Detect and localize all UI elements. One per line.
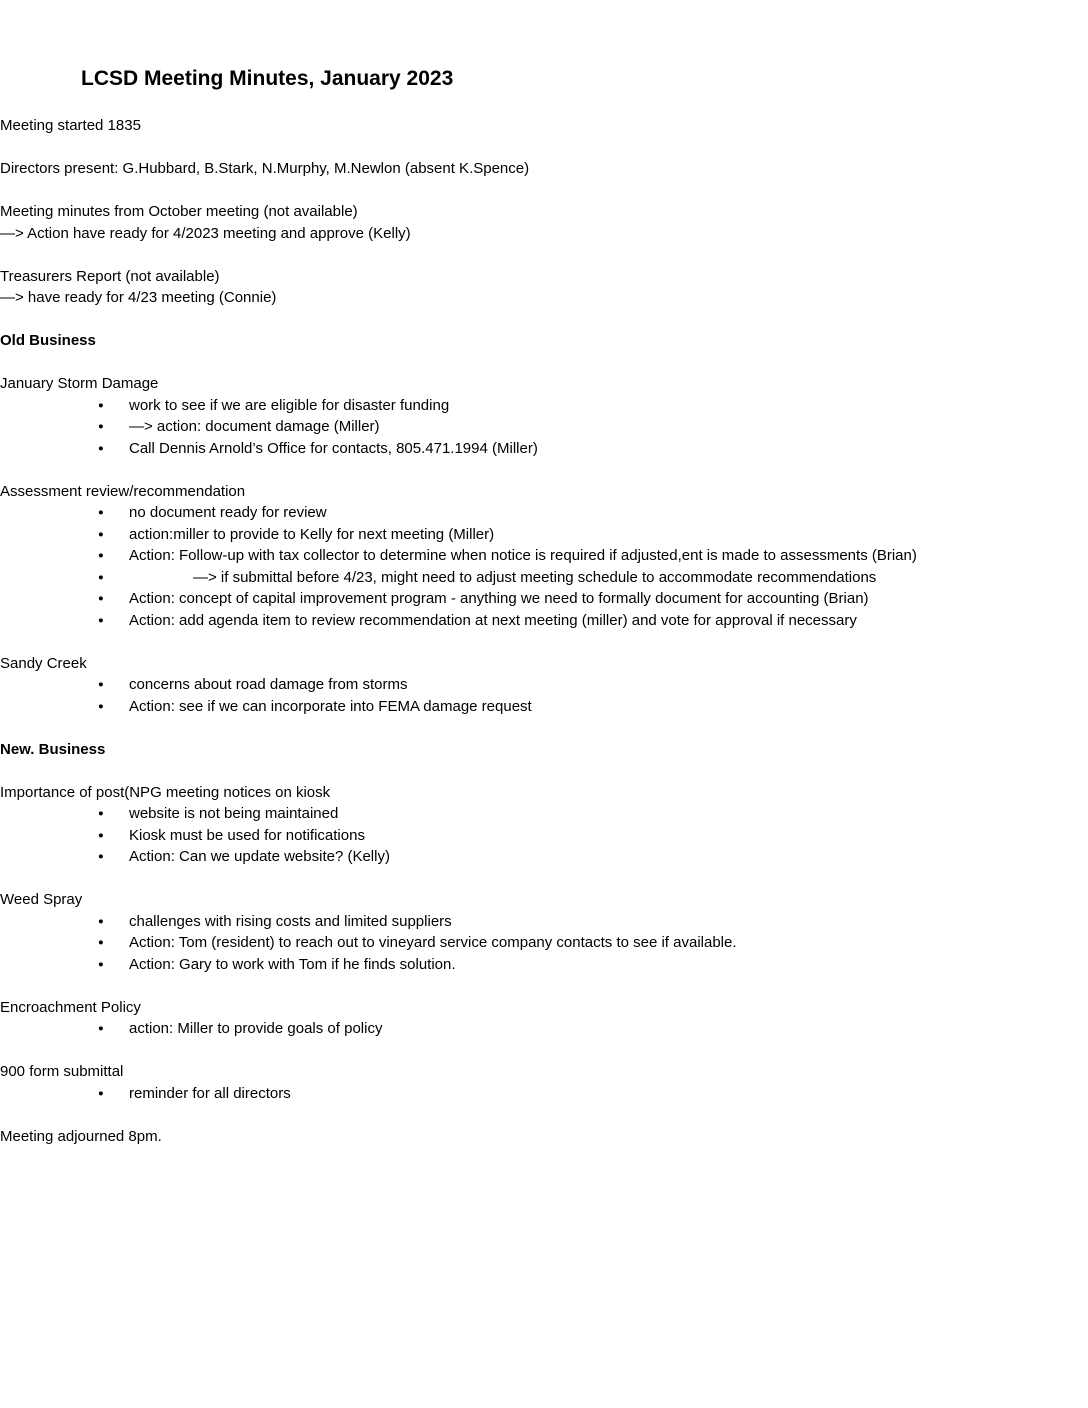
assessment-review-list — [0, 502, 1088, 631]
treasurers-report-action: —> have ready for 4/23 meeting (Connie) — [0, 289, 277, 306]
meeting-adjourned-block — [0, 1126, 1088, 1148]
sandy-creek-list — [0, 674, 1088, 717]
bullet-item: ● Action: Gary to work with Tom if he finds solution. — [98, 954, 1088, 976]
bullet-item: ● Call Dennis Arnold’s Office for contacts, 805.471.1994 (Miller) — [98, 438, 1088, 460]
old-business-heading-block — [0, 330, 1088, 352]
bullet-item: ● challenges with rising costs and limited suppliers — [98, 911, 1088, 933]
meeting-started-text: Meeting started 1835 — [0, 117, 141, 134]
directors-present-text: Directors present: G.Hubbard, B.Stark, N.Murphy, M.Newlon (absent K.Spence) — [0, 160, 530, 177]
bullet-item: ● action:miller to provide to Kelly for next meeting (Miller) — [98, 524, 1088, 546]
form-900-section — [0, 1061, 1088, 1104]
bullet-item: ● Action: Can we update website? (Kelly) — [98, 846, 1088, 868]
new-business-heading: New. Business — [0, 740, 106, 758]
weed-spray-list — [0, 911, 1088, 976]
bullet-item: ● website is not being maintained — [98, 803, 1088, 825]
january-storm-damage-list — [0, 395, 1088, 460]
january-storm-damage-heading: January Storm Damage — [0, 375, 159, 392]
form-900-heading: 900 form submittal — [0, 1063, 124, 1080]
october-minutes-heading: Meeting minutes from October meeting (not available) — [0, 203, 358, 220]
assessment-review-section — [0, 481, 1088, 632]
kiosk-notices-heading: Importance of post(NPG meeting notices on kiosk — [0, 783, 331, 801]
meeting-adjourned-text: Meeting adjourned 8pm. — [0, 1127, 162, 1145]
bullet-item: ● —> action: document damage (Miller) — [98, 416, 1088, 438]
kiosk-notices-section — [0, 782, 1088, 868]
meeting-started-block — [0, 115, 1088, 137]
bullet-item: ● Action: see if we can incorporate into FEMA damage request — [98, 696, 1088, 718]
january-storm-damage-section — [0, 373, 1088, 459]
bullet-item: ● Action: add agenda item to review recommendation at next meeting (miller) and vote for approval if necessary — [98, 610, 1088, 632]
sandy-creek-heading: Sandy Creek — [0, 654, 87, 672]
assessment-review-heading: Assessment review/recommendation — [0, 482, 246, 500]
bullet-item: ● Kiosk must be used for notifications — [98, 825, 1088, 847]
encroachment-policy-list — [0, 1018, 1088, 1040]
bullet-item: ● concerns about road damage from storms — [98, 674, 1088, 696]
weed-spray-heading: Weed Spray — [0, 891, 83, 908]
bullet-item: ● Action: Follow-up with tax collector to determine when notice is required if adjusted,ent is made to assessments (Brian) — [98, 545, 1088, 567]
treasurers-report-block — [0, 266, 1088, 309]
directors-present-block — [0, 158, 1088, 180]
bullet-item: ● action: Miller to provide goals of policy — [98, 1018, 1088, 1040]
bullet-item: ● Action: concept of capital improvement program - anything we need to formally document for accounting (Brian) — [98, 588, 1088, 610]
bullet-item: ● Action: Tom (resident) to reach out to vineyard service company contacts to see if available. — [98, 932, 1088, 954]
weed-spray-section — [0, 889, 1088, 975]
new-business-heading-block — [0, 739, 1088, 761]
treasurers-report-heading: Treasurers Report (not available) — [0, 267, 220, 285]
bullet-item: ● work to see if we are eligible for disaster funding — [98, 395, 1088, 417]
bullet-item: ● —> if submittal before 4/23, might need to adjust meeting schedule to accommodate recommendations — [98, 567, 1088, 589]
october-minutes-block — [0, 201, 1088, 244]
sandy-creek-section — [0, 653, 1088, 718]
bullet-item: ● reminder for all directors — [98, 1083, 1088, 1105]
old-business-heading: Old Business — [0, 332, 96, 349]
kiosk-notices-list — [0, 803, 1088, 868]
encroachment-policy-heading: Encroachment Policy — [0, 998, 141, 1016]
encroachment-policy-section — [0, 997, 1088, 1040]
form-900-list — [0, 1083, 1088, 1105]
document-title: LCSD Meeting Minutes, January 2023 — [81, 67, 454, 90]
bullet-item: ● no document ready for review — [98, 502, 1088, 524]
october-minutes-action: —> Action have ready for 4/2023 meeting and approve (Kelly) — [0, 224, 411, 242]
